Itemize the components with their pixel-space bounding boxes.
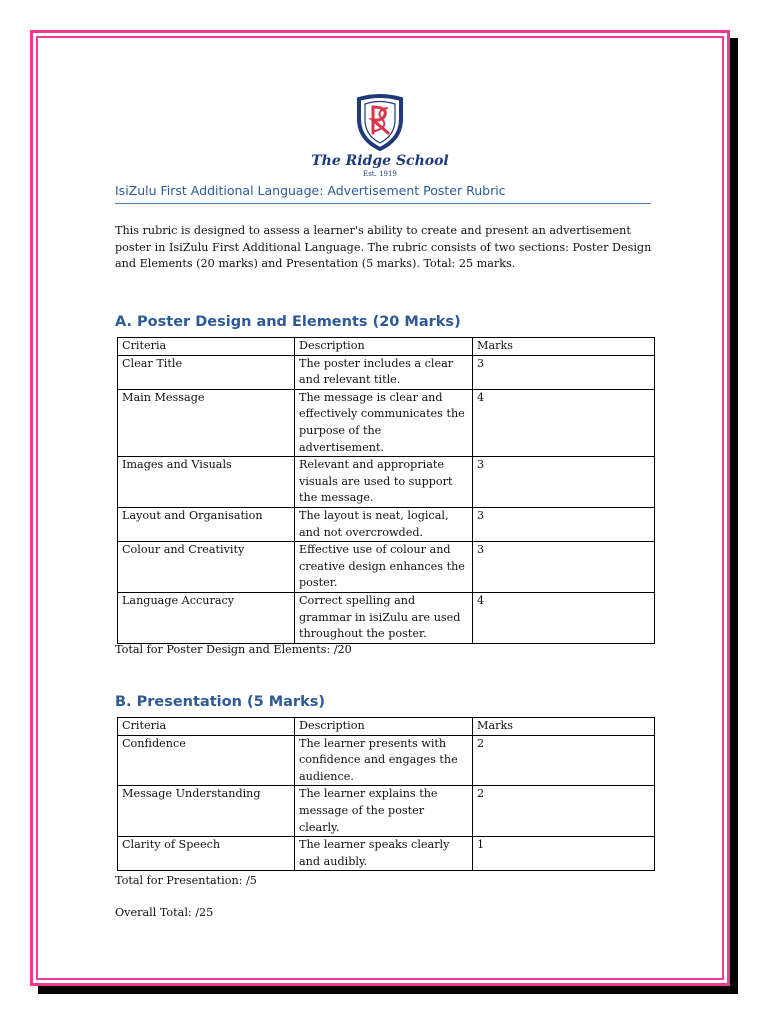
criteria-cell: Clear Title (118, 355, 295, 389)
intro-paragraph: This rubric is designed to assess a learner's ability to create and present an advertisement poster in IsiZulu First Additional Language. The rubric consists of two sections: Poster Design and Elements (20 marks) and Presentation (5 marks). Total: 25 marks. (115, 224, 652, 271)
criteria-cell: Layout and Organisation (118, 507, 295, 541)
column-header-criteria: Criteria (118, 718, 295, 736)
column-header-description: Description (295, 718, 473, 736)
marks-cell: 3 (473, 457, 655, 508)
description-cell: Relevant and appropriate visuals are used to support the message. (295, 457, 473, 508)
document-page (30, 30, 730, 986)
description-cell: Effective use of colour and creative design enhances the poster. (295, 542, 473, 593)
school-crest-icon (355, 93, 405, 151)
description-cell: Correct spelling and grammar in isiZulu are used throughout the poster. (295, 592, 473, 643)
marks-cell: 2 (473, 735, 655, 786)
criteria-cell: Colour and Creativity (118, 542, 295, 593)
marks-cell: 3 (473, 507, 655, 541)
table-row (118, 507, 655, 541)
table-row (118, 786, 655, 837)
document-title: IsiZulu First Additional Language: Advertisement Poster Rubric (115, 183, 651, 204)
table-row (118, 355, 655, 389)
marks-cell: 4 (473, 592, 655, 643)
section-b-heading: B. Presentation (5 Marks) (115, 694, 325, 710)
description-cell: The poster includes a clear and relevant title. (295, 355, 473, 389)
marks-cell: 3 (473, 542, 655, 593)
established-year: Est. 1919 (363, 170, 397, 178)
table-row (118, 735, 655, 786)
table-header-row (118, 338, 655, 356)
marks-cell: 4 (473, 389, 655, 456)
marks-cell: 2 (473, 786, 655, 837)
marks-cell: 1 (473, 837, 655, 871)
overall-total: Overall Total: /25 (115, 906, 214, 919)
description-cell: The learner presents with confidence and engages the audience. (295, 735, 473, 786)
section-a-total: Total for Poster Design and Elements: /20 (115, 643, 352, 656)
description-cell: The learner explains the message of the poster clearly. (295, 786, 473, 837)
table-row (118, 592, 655, 643)
poster-design-table (117, 337, 655, 644)
column-header-marks: Marks (473, 338, 655, 356)
school-logo (33, 93, 727, 178)
criteria-cell: Main Message (118, 389, 295, 456)
criteria-cell: Language Accuracy (118, 592, 295, 643)
presentation-table (117, 717, 655, 871)
table-row (118, 389, 655, 456)
section-b-total: Total for Presentation: /5 (115, 874, 257, 887)
column-header-marks: Marks (473, 718, 655, 736)
column-header-criteria: Criteria (118, 338, 295, 356)
table-row (118, 457, 655, 508)
criteria-cell: Images and Visuals (118, 457, 295, 508)
criteria-cell: Message Understanding (118, 786, 295, 837)
description-cell: The message is clear and effectively communicates the purpose of the advertisement. (295, 389, 473, 456)
criteria-cell: Clarity of Speech (118, 837, 295, 871)
description-cell: The layout is neat, logical, and not overcrowded. (295, 507, 473, 541)
school-name: The Ridge School (311, 153, 449, 169)
table-row (118, 837, 655, 871)
table-header-row (118, 718, 655, 736)
marks-cell: 3 (473, 355, 655, 389)
table-row (118, 542, 655, 593)
column-header-description: Description (295, 338, 473, 356)
description-cell: The learner speaks clearly and audibly. (295, 837, 473, 871)
section-a-heading: A. Poster Design and Elements (20 Marks) (115, 314, 461, 330)
criteria-cell: Confidence (118, 735, 295, 786)
